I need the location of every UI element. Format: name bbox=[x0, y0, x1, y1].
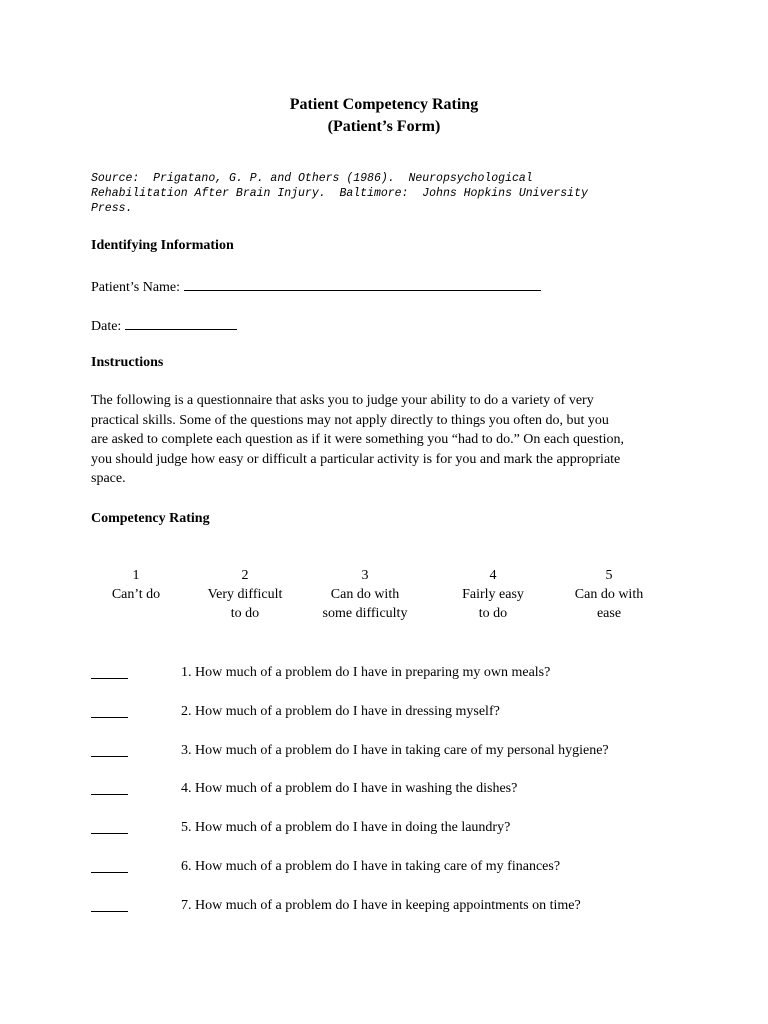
scale-number: 3 bbox=[361, 568, 369, 583]
question-7: 7. How much of a problem do I have in keeping appointments on time? bbox=[181, 898, 581, 913]
instructions-line: practical skills. Some of the questions may not apply directly to things you often do, but you bbox=[91, 412, 609, 428]
question-6: 6. How much of a problem do I have in taking care of my finances? bbox=[181, 859, 561, 874]
answer-blank-6[interactable] bbox=[91, 858, 128, 873]
scale-option-1 bbox=[96, 566, 176, 604]
date-label: Date: bbox=[91, 319, 122, 334]
answer-blank-3[interactable] bbox=[91, 742, 128, 757]
question-3: 3. How much of a problem do I have in taking care of my personal hygiene? bbox=[181, 743, 609, 758]
scale-number: 4 bbox=[489, 568, 497, 583]
question-1: 1. How much of a problem do I have in preparing my own meals? bbox=[181, 665, 551, 680]
patient-name-line[interactable] bbox=[184, 276, 541, 291]
scale-label-line1: Can’t do bbox=[111, 587, 161, 602]
scale-label-line1: Can do with bbox=[574, 587, 644, 602]
identifying-heading: Identifying Information bbox=[91, 238, 234, 253]
scale-label-line2: to do bbox=[230, 606, 260, 621]
scale-option-3 bbox=[310, 566, 420, 623]
question-2: 2. How much of a problem do I have in dressing myself? bbox=[181, 704, 500, 719]
scale-label-line2: some difficulty bbox=[322, 606, 408, 621]
scale-label-line1: Very difficult bbox=[207, 587, 283, 602]
source-line-1: Source: Prigatano, G. P. and Others (1986). Neuropsychological bbox=[91, 172, 533, 185]
patient-name-label: Patient’s Name: bbox=[91, 280, 181, 295]
answer-blank-2[interactable] bbox=[91, 703, 128, 718]
instructions-paragraph bbox=[91, 391, 671, 489]
scale-label-line2: ease bbox=[596, 606, 622, 621]
page-title: Patient Competency Rating bbox=[289, 96, 479, 113]
scale-option-5 bbox=[559, 566, 659, 623]
instructions-line: space. bbox=[91, 471, 126, 486]
scale-number: 5 bbox=[605, 568, 613, 583]
scale-label-line1: Can do with bbox=[330, 587, 400, 602]
scale-option-2 bbox=[195, 566, 295, 623]
page-subtitle: (Patient’s Form) bbox=[327, 118, 441, 135]
answer-blank-4[interactable] bbox=[91, 780, 128, 795]
scale-label-line1: Fairly easy bbox=[462, 587, 524, 602]
instructions-line: you should judge how easy or difficult a particular activity is for you and mark the appropriate bbox=[91, 451, 621, 467]
instructions-line: The following is a questionnaire that asks you to judge your ability to do a variety of very bbox=[91, 393, 594, 408]
patient-name-field[interactable] bbox=[91, 276, 541, 297]
instructions-heading: Instructions bbox=[91, 355, 164, 370]
competency-rating-heading: Competency Rating bbox=[91, 511, 210, 526]
scale-label-line2: to do bbox=[478, 606, 508, 621]
date-field[interactable] bbox=[91, 315, 237, 336]
answer-blank-7[interactable] bbox=[91, 897, 128, 912]
question-5: 5. How much of a problem do I have in doing the laundry? bbox=[181, 820, 511, 835]
answer-blank-1[interactable] bbox=[91, 664, 128, 679]
scale-number: 2 bbox=[241, 568, 249, 583]
instructions-line: are asked to complete each question as if it were something you “had to do.” On each question, bbox=[91, 432, 624, 447]
scale-option-4 bbox=[443, 566, 543, 623]
source-line-3: Press. bbox=[91, 202, 133, 215]
question-4: 4. How much of a problem do I have in washing the dishes? bbox=[181, 781, 518, 796]
source-citation bbox=[91, 171, 691, 216]
scale-number: 1 bbox=[132, 568, 140, 583]
answer-blank-5[interactable] bbox=[91, 819, 128, 834]
source-line-2: Rehabilitation After Brain Injury. Baltimore: Johns Hopkins University bbox=[91, 187, 588, 200]
date-line[interactable] bbox=[125, 315, 237, 330]
